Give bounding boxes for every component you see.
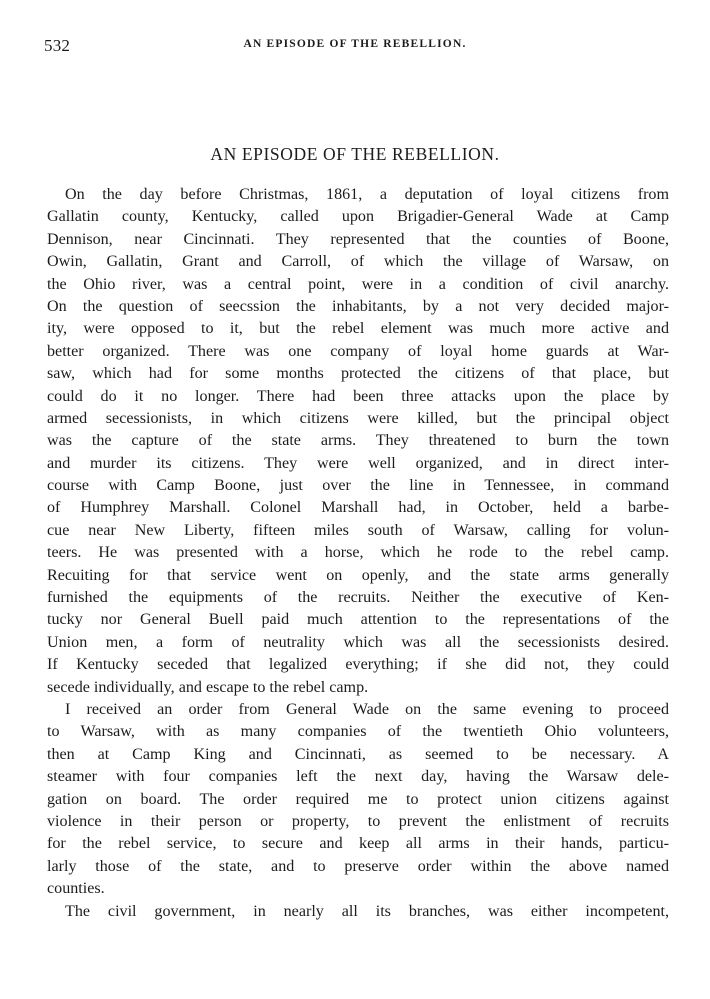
text-line: to Warsaw, with as many companies of the twentieth Ohio volunteers, — [47, 723, 669, 741]
text-line: armed secessionists, in which citizens were killed, but the principal object — [47, 409, 669, 427]
running-title: AN EPISODE OF THE REBELLION. — [243, 38, 467, 50]
text-line: could do it no longer. There had been three attacks upon the place by — [47, 387, 669, 405]
text-line: The civil government, in nearly all its branches, was either incompetent, — [65, 902, 669, 920]
page-number: 532 — [44, 36, 71, 55]
text-line: Gallatin county, Kentucky, called upon Brigadier-General Wade at Camp — [47, 208, 669, 226]
running-head — [44, 36, 666, 56]
text-line: for the rebel service, to secure and keep all arms in their hands, particu- — [47, 835, 669, 853]
text-line: Dennison, near Cincinnati. They represented that the counties of Boone, — [47, 230, 669, 248]
article-body — [47, 184, 669, 923]
text-line: steamer with four companies left the next day, having the Warsaw dele- — [47, 768, 669, 786]
text-line: violence in their person or property, to prevent the enlistment of recruits — [47, 812, 669, 830]
text-line: furnished the equipments of the recruits. Neither the executive of Ken- — [47, 589, 669, 607]
text-line: On the day before Christmas, 1861, a deputation of loyal citizens from — [65, 186, 669, 203]
text-line: If Kentucky seceded that legalized everything; if she did not, they could — [47, 656, 669, 674]
text-line: was the capture of the state arms. They threatened to burn the town — [47, 432, 669, 450]
text-line: of Humphrey Marshall. Colonel Marshall had, in October, held a barbe- — [47, 499, 669, 517]
text-line: the Ohio river, was a central point, were in a condition of civil anarchy. — [47, 275, 669, 293]
text-line: On the question of seecssion the inhabitants, by a not very decided major- — [47, 297, 669, 315]
text-line: counties. — [47, 880, 105, 898]
text-line: Owin, Gallatin, Grant and Carroll, of which the village of Warsaw, on — [47, 253, 669, 271]
text-line: better organized. There was one company of loyal home guards at War- — [47, 342, 669, 360]
article-title: AN EPISODE OF THE REBELLION. — [210, 144, 500, 164]
text-line: and murder its citizens. They were well organized, and in direct inter- — [47, 454, 669, 472]
text-line: I received an order from General Wade on the same evening to proceed — [65, 700, 669, 718]
text-line: Union men, a form of neutrality which was all the secessionists desired. — [47, 633, 669, 651]
text-line: course with Camp Boone, just over the line in Tennessee, in command — [47, 477, 669, 495]
text-line: ity, were opposed to it, but the rebel element was much more active and — [47, 320, 669, 338]
text-line: saw, which had for some months protected the citizens of that place, but — [47, 365, 669, 383]
text-line: larly those of the state, and to preserve order within the above named — [47, 857, 669, 875]
text-line: cue near New Liberty, fifteen miles south of Warsaw, calling for volun- — [47, 521, 669, 539]
text-line: teers. He was presented with a horse, which he rode to the rebel camp. — [47, 544, 669, 562]
text-line: gation on board. The order required me to protect union citizens against — [47, 790, 669, 808]
text-line: tucky nor General Buell paid much attention to the representations of the — [47, 611, 669, 629]
text-line: Recuiting for that service went on openly, and the state arms generally — [47, 566, 669, 584]
text-line: then at Camp King and Cincinnati, as seemed to be necessary. A — [47, 745, 669, 763]
text-line: secede individually, and escape to the rebel camp. — [47, 678, 369, 696]
